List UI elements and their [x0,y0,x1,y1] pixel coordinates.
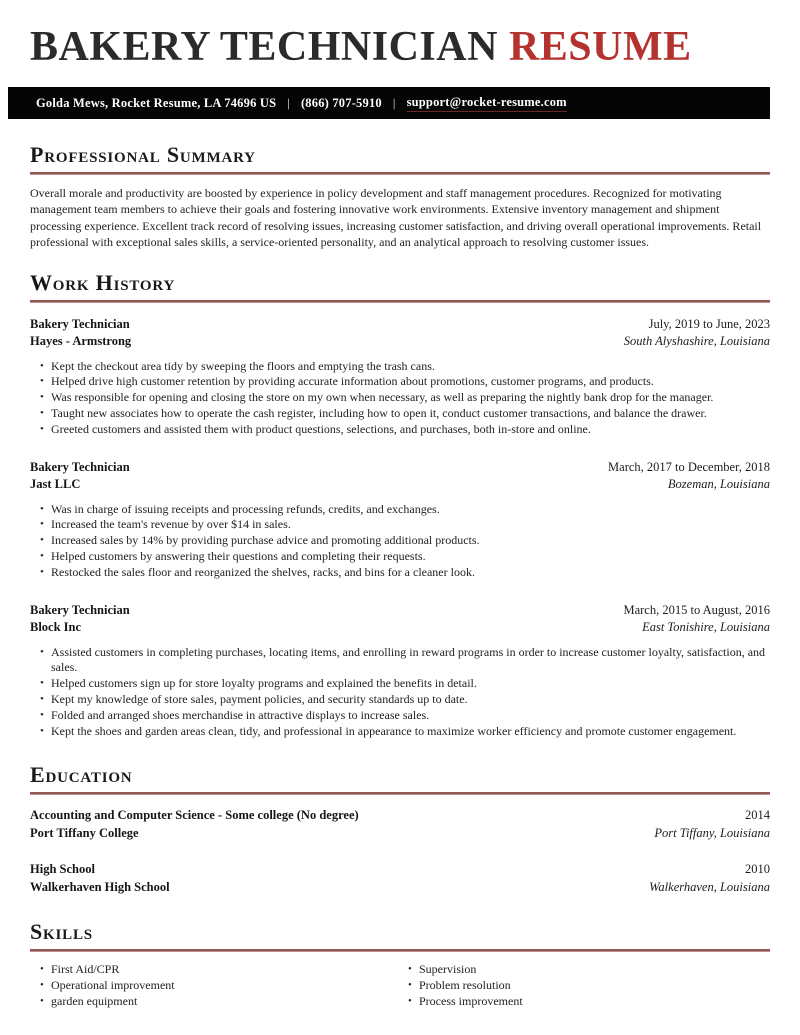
job-bullet-list [30,645,770,740]
job-title: Bakery Technician [30,602,130,617]
education-entry [30,807,770,842]
job-bullet: • Assisted customers in completing purchases, locating items, and enrolling in reward programs in order to increase customer loyalty, satisfaction, and sales. [51,645,770,677]
job-company: Jast LLC [30,477,81,492]
section-education [30,762,770,896]
job-entry [30,602,770,740]
summary-text: Overall morale and productivity are boosted by experience in policy development and staff management procedures. Recognized for motivating management team members to achieve their goals and fostering innovative work environments. Extensive inventory management and shipment processing experience. Excellent track record of resolving issues, increasing customer satisfaction, and driving overall operational improvements. Retail professional with exceptional sales skills, a service-oriented personality, and an analytical approach to resolving customer issues. [30,186,762,250]
contact-phone: (866) 707-5910 [300,95,382,110]
contact-separator: | [287,95,290,110]
job-bullet: • Greeted customers and assisted them with product questions, selections, and purchases, both in-store and online. [51,422,770,438]
skill-item: • Process improvement [419,994,770,1010]
job-title-row [30,459,770,477]
contact-bar [8,87,770,119]
job-bullet: • Increased sales by 14% by providing purchase advice and promoting additional products. [51,533,770,549]
job-title-row [30,316,770,334]
education-school: Walkerhaven High School [30,879,170,894]
section-divider [30,949,770,952]
job-bullet-list [30,502,770,581]
section-professional-summary [30,142,770,251]
job-title-row [30,602,770,620]
skill-item: • Supervision [419,962,770,978]
job-location: Bozeman, Louisiana [667,477,770,492]
education-school: Port Tiffany College [30,825,139,840]
education-degree: Accounting and Computer Science - Some college (No degree) [30,808,359,823]
skill-item: • Operational improvement [51,978,398,994]
job-bullet-list [30,359,770,438]
skills-columns [30,962,770,1009]
education-year: 2014 [745,808,770,823]
education-degree: High School [30,862,95,877]
job-bullet: • Increased the team's revenue by over $14 in sales. [51,517,770,533]
summary-heading: Professional Summary [30,142,256,167]
job-bullet: • Was responsible for opening and closing the store on my own when necessary, as well as preparing the nightly bank drop for the manager. [51,390,770,406]
section-divider [30,792,770,795]
skills-heading: Skills [30,919,93,945]
contact-email-link[interactable]: support@rocket-resume.com [407,95,567,112]
skill-item: • garden equipment [51,994,398,1010]
job-title: Bakery Technician [30,316,130,331]
job-company-row [30,619,770,637]
job-bullet: • Folded and arranged shoes merchandise in attractive displays to increase sales. [51,708,770,724]
education-school-row [30,879,770,897]
education-heading: Education [30,762,133,788]
skill-item: • First Aid/CPR [51,962,398,978]
skills-column-left [30,962,398,1009]
job-company-row [30,333,770,351]
job-dates: July, 2019 to June, 2023 [648,316,770,331]
education-location: Walkerhaven, Louisiana [649,879,770,894]
job-location: South Alyshashire, Louisiana [623,334,770,349]
page-title-primary: BAKERY TECHNICIAN [30,24,498,70]
job-title: Bakery Technician [30,459,130,474]
job-entry [30,316,770,438]
job-location: East Tonishire, Louisiana [642,620,770,635]
section-skills [30,919,770,1009]
page-title-accent: RESUME [508,24,692,70]
job-bullet: • Restocked the sales floor and reorganized the shelves, racks, and bins for a cleaner look. [51,565,770,581]
job-bullet: • Helped customers by answering their questions and completing their requests. [51,549,770,565]
job-bullet: • Helped drive high customer retention by providing accurate information about promotions, customer programs, and products. [51,374,770,390]
work-history-heading: Work History [30,269,176,295]
education-year: 2010 [745,862,770,877]
section-work-history [30,270,770,740]
job-dates: March, 2017 to December, 2018 [608,459,770,474]
job-bullet: • Kept my knowledge of store sales, payment policies, and security standards up to date. [51,692,770,708]
education-location: Port Tiffany, Louisiana [654,825,770,840]
education-school-row [30,825,770,843]
contact-separator: | [392,95,396,110]
education-entry [30,861,770,896]
section-divider [30,300,770,303]
job-bullet: • Kept the shoes and garden areas clean, tidy, and professional in appearance to maximize worker efficiency and promote customer engagement. [51,724,770,740]
section-divider [30,172,770,175]
job-bullet: • Was in charge of issuing receipts and processing refunds, credits, and exchanges. [51,502,770,518]
job-dates: March, 2015 to August, 2016 [623,602,770,617]
job-company: Hayes - Armstrong [30,334,132,349]
job-company: Block Inc [30,620,82,635]
job-company-row [30,476,770,494]
education-degree-row [30,807,770,825]
skill-item: • Problem resolution [419,978,770,994]
job-bullet: • Taught new associates how to operate the cash register, including how to open it, conduct customer transactions, and balance the drawer. [51,406,770,422]
job-bullet: • Helped customers sign up for store loyalty programs and explained the benefits in detail. [51,676,770,692]
contact-address: Golda Mews, Rocket Resume, LA 74696 US [36,95,277,110]
page-title [30,25,770,69]
education-degree-row [30,861,770,879]
job-bullet: • Kept the checkout area tidy by sweeping the floors and emptying the trash cans. [51,359,770,375]
job-entry [30,459,770,581]
skills-column-right [398,962,770,1009]
